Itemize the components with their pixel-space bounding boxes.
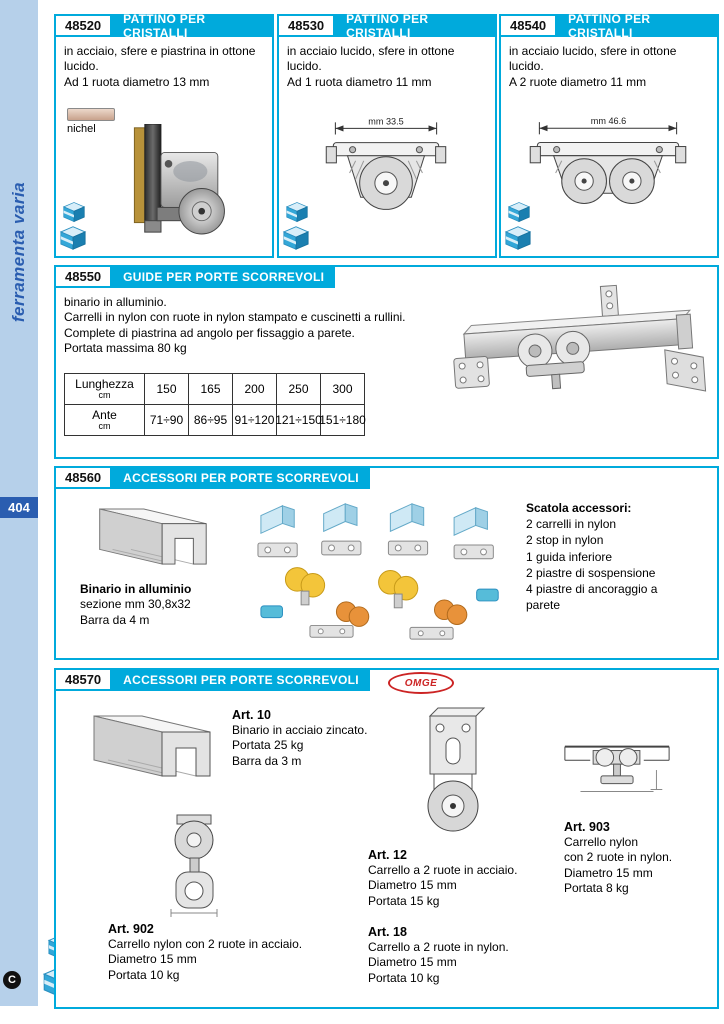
table-cell: 165: [189, 374, 233, 405]
tech-drawing-two-wheels: [519, 114, 697, 236]
box-header: [56, 11, 272, 40]
product-box-48540: [499, 11, 719, 258]
nichel-color-swatch: [67, 108, 115, 121]
box-header: [56, 468, 717, 489]
list-item: 2 carrelli in nylon: [526, 517, 617, 532]
article-art18: Art. 18 Carrello a 2 ruote in nylon. Diametro 15 mm Portata 10 kg: [368, 925, 509, 985]
product-box-48550: [54, 265, 719, 459]
table-cell: 151÷180: [321, 405, 365, 436]
product-code: 48530: [277, 14, 335, 37]
product-code: 48550: [54, 265, 112, 288]
article-art10: Art. 10 Binario in acciaio zincato. Portata 25 kg Barra da 3 m: [232, 708, 368, 768]
product-box-48520: [54, 11, 274, 258]
box-header: [501, 11, 717, 40]
product-description: in acciaio lucido, sfere in ottone lucido. Ad 1 ruota diametro 11 mm: [287, 44, 455, 89]
product-code: 48540: [499, 14, 557, 37]
product-code: 48560: [54, 466, 112, 489]
table-cell: 200: [233, 374, 277, 405]
tech-drawing-one-wheel: [305, 114, 467, 236]
list-item: 4 piastre di ancoraggio a parete: [526, 581, 658, 613]
product-box-48530: [277, 11, 497, 258]
table-cell: 121÷150: [277, 405, 321, 436]
drawing-steel-channel: [84, 704, 219, 789]
product-box-48570: [54, 668, 719, 1009]
article-art902: Art. 902 Carrello nylon con 2 ruote in acciaio. Diametro 15 mm Portata 10 kg: [108, 922, 303, 982]
box-header: [56, 670, 717, 691]
product-code: 48520: [54, 14, 112, 37]
product-photo-rail-assembly: [448, 273, 712, 445]
table-cell: 91÷120: [233, 405, 277, 436]
table-cell: 71÷90: [145, 405, 189, 436]
table-header-cell: Ante cm: [65, 405, 145, 436]
drawing-bracket-carriage: [406, 706, 501, 836]
table-cell: 300: [321, 374, 365, 405]
article-art903: Art. 903 Carrello nylon con 2 ruote in nylon. Diametro 15 mm Portata 8 kg: [564, 820, 673, 896]
copyright-icon: C: [3, 971, 21, 989]
product-title: PATTINO PER CRISTALLI: [335, 14, 497, 37]
product-title: ACCESSORI PER PORTE SCORREVOLI: [112, 466, 370, 489]
finish-label: nichel: [67, 123, 96, 135]
package-icon: [282, 201, 314, 253]
product-title: ACCESSORI PER PORTE SCORREVOLI: [112, 668, 370, 691]
product-description: binario in alluminio. Carrelli in nylon con ruote in nylon stampato e cuscinetti a rullini. Complete di piastrina ad angolo per fissaggio a parete. Portata massima 80 kg: [64, 295, 406, 356]
sidebar-category-label: ferramenta varia: [9, 181, 28, 323]
product-code: 48570: [54, 668, 112, 691]
package-icon: [504, 201, 536, 253]
box-header: [279, 11, 495, 40]
svg-text:mm 46.6: mm 46.6: [590, 116, 627, 127]
list-item: 2 stop in nylon: [526, 533, 604, 548]
drawing-carriage-in-rail: [561, 732, 673, 810]
table-cell: 250: [277, 374, 321, 405]
rail-caption: Binario in alluminio sezione mm 30,8x32 Barra da 4 m: [80, 582, 192, 627]
product-box-48560: [54, 466, 719, 660]
product-description: in acciaio lucido, sfere in ottone lucido. A 2 ruote diametro 11 mm: [509, 44, 677, 89]
list-item: 1 guida inferiore: [526, 549, 613, 564]
svg-text:mm 33.5: mm 33.5: [368, 116, 404, 127]
photo-accessory-kit: [252, 496, 514, 648]
page-number-badge: 404: [0, 497, 38, 518]
product-description: in acciaio, sfere e piastrina in ottone lucido. Ad 1 ruota diametro 13 mm: [64, 44, 256, 89]
table-header-cell: Lunghezza cm: [65, 374, 145, 405]
article-art12: Art. 12 Carrello a 2 ruote in acciaio. Diametro 15 mm Portata 15 kg: [368, 848, 518, 908]
product-title: PATTINO PER CRISTALLI: [557, 14, 719, 37]
list-item: 2 piastre di sospensione: [526, 565, 656, 580]
table-cell: 150: [145, 374, 189, 405]
size-table: [64, 373, 365, 436]
drawing-aluminium-profile: [70, 498, 235, 576]
product-photo-roller: [98, 124, 258, 252]
package-icon: [59, 201, 91, 253]
brand-logo-omge: OMGE: [388, 672, 454, 694]
drawing-nylon-carriage: [151, 812, 236, 917]
table-cell: 86÷95: [189, 405, 233, 436]
product-title: PATTINO PER CRISTALLI: [112, 14, 274, 37]
accessory-box-list: Scatola accessori: 2 carrelli in nylon 2 stop in nylon 1 guida inferiore 2 piastre di sospensione 4 piastre di ancoraggio a parete: [526, 500, 686, 613]
product-title: GUIDE PER PORTE SCORREVOLI: [112, 265, 335, 288]
